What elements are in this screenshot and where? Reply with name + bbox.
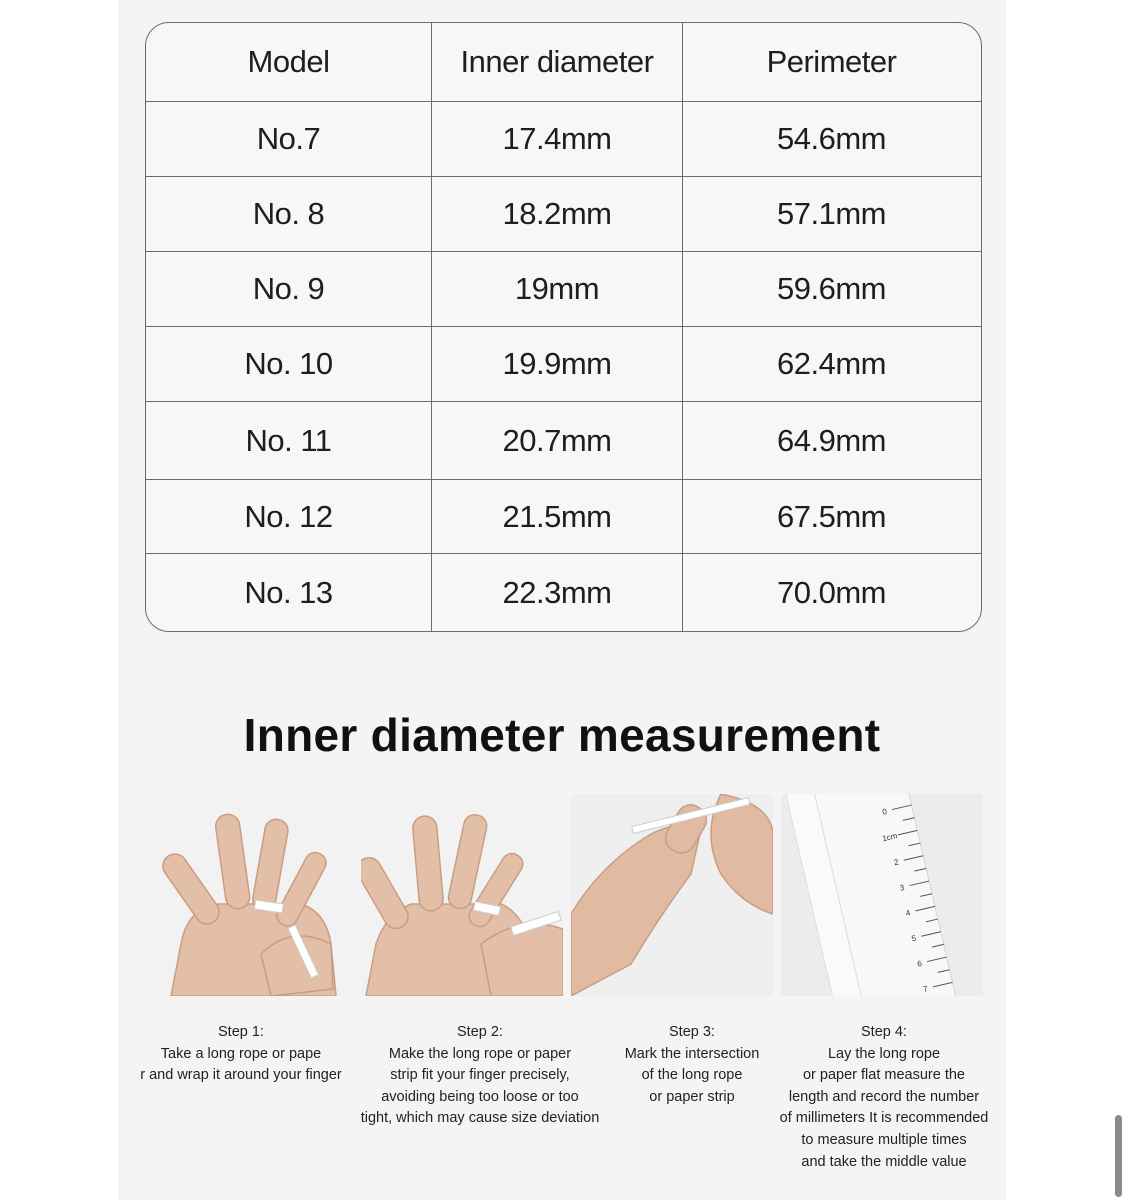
step-text-line: Lay the long rope: [827, 1045, 941, 1062]
table-row: [146, 101, 981, 176]
table-header-row: [146, 23, 981, 101]
step-title: Step 4:: [861, 1024, 907, 1040]
step-text-line: and take the middle value: [801, 1153, 967, 1170]
model-cell: No. 10: [244, 346, 333, 381]
model-cell: No.7: [256, 121, 321, 156]
table-row: [146, 479, 981, 553]
step-text-line: Make the long rope or paper: [388, 1045, 572, 1062]
step-title: Step 3:: [669, 1024, 715, 1040]
perimeter-cell: 54.6mm: [682, 102, 980, 176]
step-text-line: Take a long rope or pape: [160, 1045, 322, 1062]
ruler-label: 2: [893, 857, 900, 868]
perimeter-cell: 62.4mm: [682, 327, 980, 401]
step-text-line: tight, which may cause size deviation: [360, 1110, 600, 1127]
perimeter-cell: 59.6mm: [682, 252, 980, 326]
step-2-caption: [352, 1022, 608, 1130]
ruler-label: 6: [916, 958, 923, 969]
step-4-caption: [770, 1022, 998, 1173]
perimeter-cell: 70.0mm: [682, 554, 980, 631]
model-cell: No. 9: [252, 271, 325, 306]
step-title: Step 1:: [218, 1024, 264, 1040]
model-cell: No. 11: [245, 422, 332, 458]
inner-diameter-cell: 17.4mm: [431, 102, 682, 176]
ring-size-table: [145, 22, 982, 632]
ruler-label: 5: [910, 933, 917, 944]
step-text-line: or paper strip: [649, 1088, 735, 1105]
step-text-line: length and record the number: [788, 1088, 980, 1105]
perimeter-cell: 67.5mm: [682, 480, 980, 553]
perimeter-cell: 64.9mm: [682, 402, 980, 479]
step-text-line: avoiding being too loose or too: [381, 1088, 579, 1105]
step-4-ruler-photo: [781, 794, 983, 996]
step-text-line: of the long rope: [641, 1067, 743, 1084]
step-title: Step 2:: [457, 1024, 503, 1040]
ruler-label: 7: [922, 984, 929, 995]
model-cell: No. 13: [244, 574, 333, 610]
ruler-label: 4: [904, 908, 912, 919]
step-text-line: r and wrap it around your finger: [140, 1067, 342, 1084]
step-3-marking-photo: [571, 794, 773, 996]
inner-diameter-cell: 19.9mm: [431, 327, 682, 401]
column-header-inner-diameter: Inner diameter: [431, 23, 682, 101]
inner-diameter-cell: 20.7mm: [431, 402, 682, 479]
inner-diameter-cell: 21.5mm: [431, 480, 682, 553]
perimeter-cell: 57.1mm: [682, 177, 980, 251]
inner-diameter-cell: 19mm: [431, 252, 682, 326]
table-row: [146, 176, 981, 251]
model-cell: No. 8: [252, 196, 325, 231]
table-row: [146, 326, 981, 401]
vertical-scrollbar[interactable]: [1115, 1115, 1122, 1197]
section-title: Inner diameter measurement: [243, 709, 881, 761]
step-3-caption: [612, 1022, 772, 1108]
inner-diameter-cell: 22.3mm: [431, 554, 682, 631]
column-header-model: Model: [247, 44, 330, 79]
step-1-caption: [130, 1022, 352, 1087]
step-text-line: to measure multiple times: [801, 1131, 967, 1148]
inner-diameter-cell: 18.2mm: [431, 177, 682, 251]
ruler-label: 3: [898, 882, 906, 893]
step-1-hand-photo: [151, 794, 353, 996]
ruler-label: 0: [881, 806, 888, 817]
table-row: [146, 401, 981, 479]
step-text-line: Mark the intersection: [624, 1045, 760, 1062]
step-text-line: strip fit your finger precisely,: [390, 1067, 570, 1084]
step-text-line: of millimeters It is recommended: [779, 1110, 989, 1127]
ruler-label: 1cm: [881, 831, 899, 844]
step-2-hand-photo: [361, 794, 563, 996]
model-cell: No. 12: [244, 498, 333, 534]
table-row: [146, 553, 981, 631]
table-row: [146, 251, 981, 326]
step-text-line: or paper flat measure the: [802, 1067, 965, 1084]
column-header-perimeter: Perimeter: [682, 23, 980, 101]
